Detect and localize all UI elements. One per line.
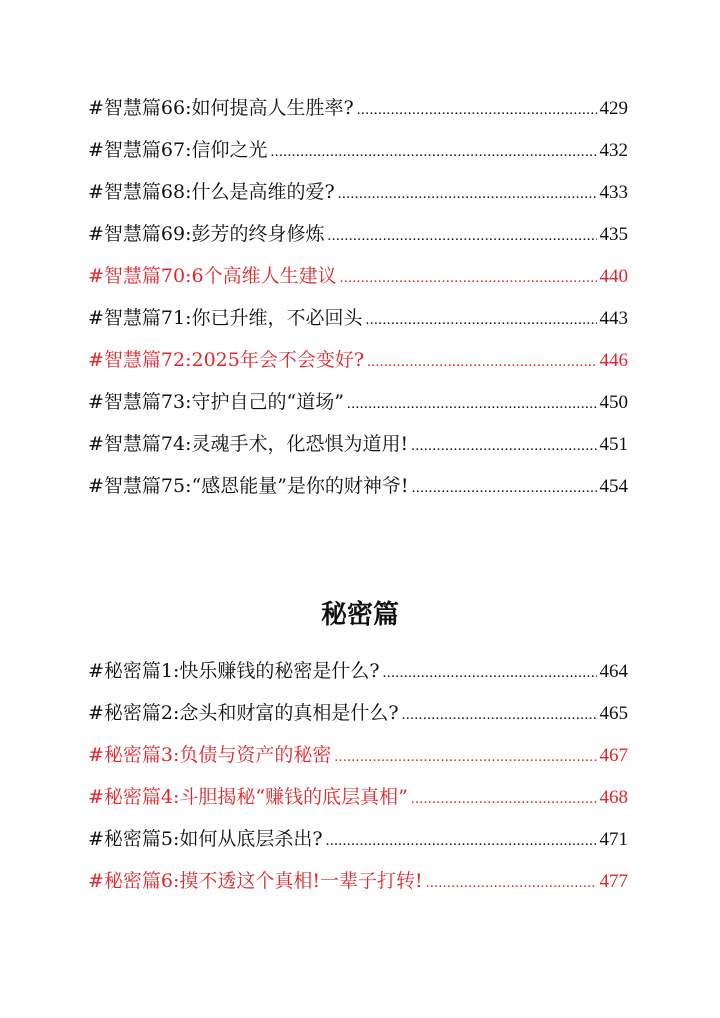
toc-entry-title: #秘密篇4:斗胆揭秘“赚钱的底层真相”	[88, 786, 408, 808]
toc-entry-title: #秘密篇6:摸不透这个真相!一辈子打转!	[88, 870, 423, 892]
toc-entry-title: #秘密篇3:负债与资产的秘密	[88, 744, 332, 766]
toc-entry-title: #智慧篇70:6个高维人生建议	[88, 265, 337, 287]
toc-entry[interactable]	[88, 699, 628, 741]
toc-entry-title: #智慧篇69:彭芳的终身修炼	[88, 223, 325, 245]
toc-entry-page: 432	[599, 140, 628, 161]
toc-entry-page: 465	[599, 703, 628, 724]
toc-entry-page: 477	[599, 871, 628, 892]
toc-entry[interactable]	[88, 430, 628, 472]
toc-entry-page: 443	[599, 308, 628, 329]
toc-entry-title: #智慧篇68:什么是高维的爱?	[88, 181, 335, 203]
toc-entry-title: #智慧篇75:“感恩能量”是你的财神爷!	[88, 475, 409, 497]
dot-leader	[411, 432, 596, 460]
dot-leader	[357, 96, 597, 124]
toc-entry-title: #智慧篇67:信仰之光	[88, 139, 268, 161]
toc-entry[interactable]	[88, 94, 628, 136]
toc-entry-page: 451	[599, 434, 628, 455]
toc-entry-page: 471	[599, 829, 628, 850]
toc-entry-highlighted[interactable]	[88, 346, 628, 388]
toc-entry-highlighted[interactable]	[88, 741, 628, 783]
section-heading-secrets: 秘密篇	[320, 600, 399, 630]
toc-entry-page: 446	[599, 350, 628, 371]
toc-entry-page: 454	[599, 476, 628, 497]
toc-entry-page: 433	[599, 182, 628, 203]
toc-entry-highlighted[interactable]	[88, 783, 628, 825]
toc-entry-title: #智慧篇74:灵魂手术，化恐惧为道用!	[88, 433, 409, 455]
toc-entry[interactable]	[88, 388, 628, 430]
dot-leader	[340, 264, 597, 292]
dot-leader	[347, 390, 597, 418]
toc-entry-highlighted[interactable]	[88, 867, 628, 909]
toc-entry[interactable]	[88, 472, 628, 514]
toc-entry[interactable]	[88, 220, 628, 262]
dot-leader	[412, 474, 597, 502]
toc-entry[interactable]	[88, 825, 628, 867]
dot-leader	[328, 222, 597, 250]
toc-entry-title: #秘密篇5:如何从底层杀出?	[88, 828, 323, 850]
toc-entry-page: 429	[599, 98, 628, 119]
dot-leader	[426, 869, 597, 897]
dot-leader	[367, 348, 596, 376]
dot-leader	[411, 785, 597, 813]
secrets-toc-list	[88, 657, 628, 909]
toc-entry[interactable]	[88, 657, 628, 699]
toc-entry[interactable]	[88, 304, 628, 346]
toc-entry-page: 450	[599, 392, 628, 413]
dot-leader	[338, 180, 597, 208]
toc-entry-title: #智慧篇73:守护自己的“道场”	[88, 391, 344, 413]
toc-entry-page: 435	[599, 224, 628, 245]
toc-entry-highlighted[interactable]	[88, 262, 628, 304]
dot-leader	[402, 701, 597, 729]
dot-leader	[334, 743, 596, 771]
toc-entry-title: #秘密篇1:快乐赚钱的秘密是什么?	[88, 660, 380, 682]
toc-entry-title: #智慧篇66:如何提高人生胜率?	[88, 97, 354, 119]
toc-entry-title: #秘密篇2:念头和财富的真相是什么?	[88, 702, 399, 724]
toc-entry[interactable]	[88, 136, 628, 178]
toc-entry-title: #智慧篇71:你已升维，不必回头	[88, 307, 363, 329]
wisdom-toc-list	[88, 94, 628, 514]
toc-entry[interactable]	[88, 178, 628, 220]
toc-entry-title: #智慧篇72:2025年会不会变好?	[88, 349, 365, 371]
dot-leader	[271, 138, 597, 166]
toc-entry-page: 468	[599, 787, 628, 808]
dot-leader	[383, 659, 597, 687]
toc-entry-page: 440	[599, 266, 628, 287]
dot-leader	[326, 827, 597, 855]
toc-entry-page: 467	[599, 745, 628, 766]
toc-entry-page: 464	[599, 661, 628, 682]
dot-leader	[366, 306, 597, 334]
